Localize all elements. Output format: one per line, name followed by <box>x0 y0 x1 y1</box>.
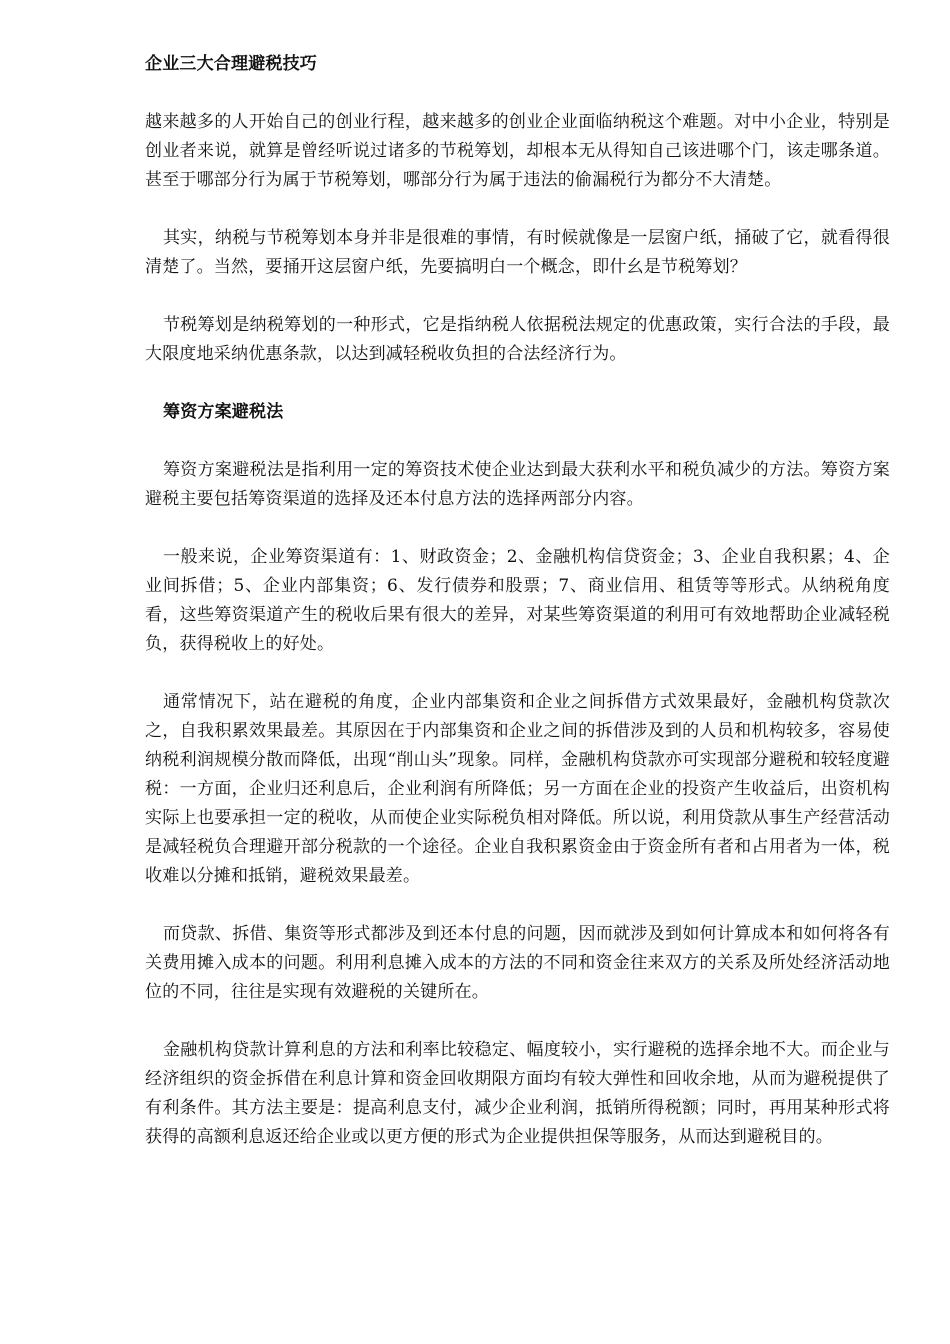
section-paragraph-1: 筹资方案避税法是指利用一定的筹资技术使企业达到最大获利水平和税负减少的方法。筹资方案避税主要包括筹资渠道的选择及还本付息方法的选择两部分内容。 <box>145 460 890 509</box>
section-paragraph-2: 一般来说，企业筹资渠道有：1、财政资金；2、金融机构信贷资金；3、企业自我积累；4、企业间拆借；5、企业内部集资；6、发行债券和股票；7、商业信用、租赁等等形式。从纳税角度看，这些筹资渠道产生的税收后果有很大的差异，对某些筹资渠道的利用可有效地帮助企业减轻税负，获得税收上的好处。 <box>145 547 890 654</box>
section-paragraph-5: 金融机构贷款计算利息的方法和利率比较稳定、幅度较小，实行避税的选择余地不大。而企业与经济组织的资金拆借在利息计算和资金回收期限方面均有较大弹性和回收余地，从而为避税提供了有利条件。其方法主要是：提高利息支付，减少企业利润，抵销所得税额；同时，再用某种形式将获得的高额利息返还给企业或以更方便的形式为企业提供担保等服务，从而达到避税目的。 <box>145 1040 890 1147</box>
intro-paragraph-2: 其实，纳税与节税筹划本身并非是很难的事情，有时候就像是一层窗户纸，捅破了它，就看得很清楚了。当然，要捅开这层窗户纸，先要搞明白一个概念，即什幺是节税筹划？ <box>145 228 890 277</box>
document-title: 企业三大合理避税技巧 <box>145 54 317 74</box>
intro-paragraph-3: 节税筹划是纳税筹划的一种形式，它是指纳税人依据税法规定的优惠政策，实行合法的手段，最大限度地采纳优惠条款，以达到减轻税收负担的合法经济行为。 <box>145 315 890 364</box>
intro-paragraph-1: 越来越多的人开始自己的创业行程，越来越多的创业企业面临纳税这个难题。对中小企业，特别是创业者来说，就算是曾经听说过诸多的节税筹划，却根本无从得知自己该进哪个门，该走哪条道。甚至于哪部分行为属于节税筹划，哪部分行为属于违法的偷漏税行为都分不大清楚。 <box>145 112 890 190</box>
document-body <box>145 50 890 1181</box>
section-paragraph-3: 通常情况下，站在避税的角度，企业内部集资和企业之间拆借方式效果最好，金融机构贷款次之，自我积累效果最差。其原因在于内部集资和企业之间的拆借涉及到的人员和机构较多，容易使纳税利润规模分散而降低，出现“削山头”现象。同样，金融机构贷款亦可实现部分避税和较轻度避税：一方面，企业归还利息后，企业利润有所降低；另一方面在企业的投资产生收益后，出资机构实际上也要承担一定的税收，从而使企业实际税负相对降低。所以说，利用贷款从事生产经营活动是减轻税负合理避开部分税款的一个途径。企业自我积累资金由于资金所有者和占用者为一体，税收难以分摊和抵销，避税效果最差。 <box>145 692 890 886</box>
section-paragraph-4: 而贷款、拆借、集资等形式都涉及到还本付息的问题，因而就涉及到如何计算成本和如何将各有关费用摊入成本的问题。利用利息摊入成本的方法的不同和资金往来双方的关系及所处经济活动地位的不同，往往是实现有效避税的关键所在。 <box>145 924 890 1002</box>
section-heading: 筹资方案避税法 <box>163 402 284 422</box>
